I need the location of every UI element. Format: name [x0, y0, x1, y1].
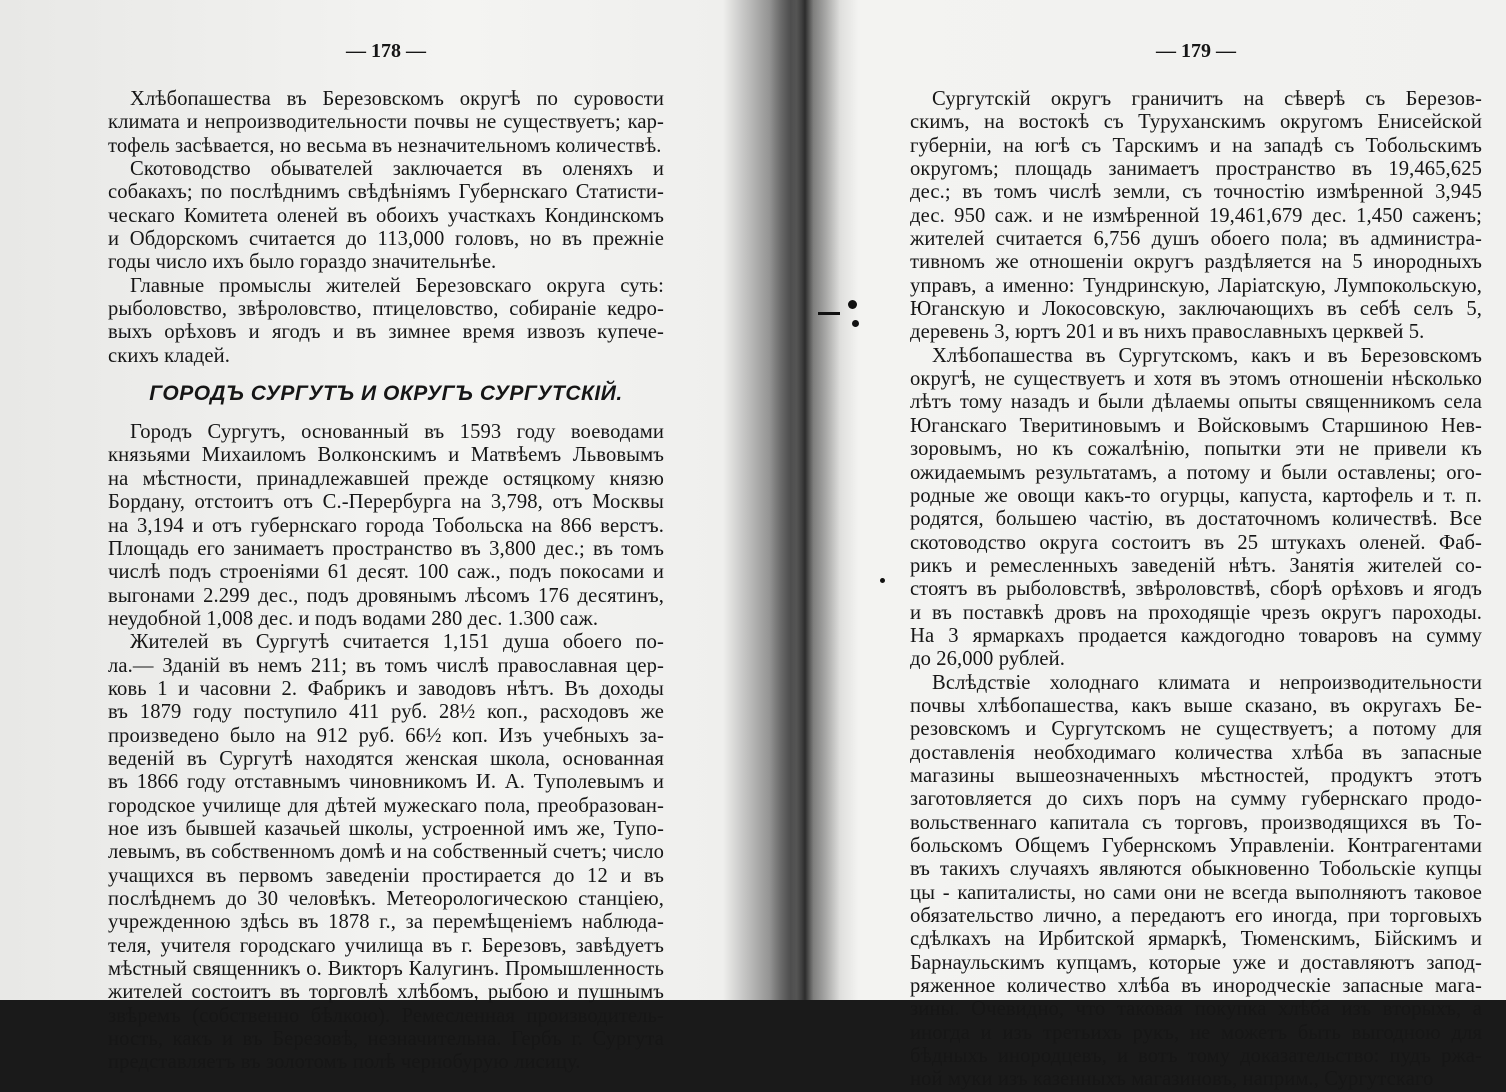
- text-line: Хлѣбопашества въ Сургутскомъ, какъ и въ Березовскомъ: [932, 344, 1482, 367]
- text-line: родятся, большею частію, въ достаточномъ количествѣ. Все: [910, 508, 1482, 531]
- ink-mark: [848, 300, 857, 309]
- text-line: доставленія необходимаго количества хлѣба въ запасные: [910, 741, 1482, 764]
- text-line: лѣтъ тому назадъ и были дѣлаемы опыты священникомъ села: [910, 391, 1482, 414]
- text-line: магазины вышеозначенныхъ мѣстностей, продуктъ этотъ: [910, 764, 1482, 787]
- text-line: произведено было на 912 руб. 66½ коп. Изъ учебныхъ за-: [108, 724, 664, 747]
- paragraph: [910, 672, 1482, 1092]
- text-line: больскомъ Общемъ Губернскомъ Управленіи. Контрагентами: [910, 835, 1482, 857]
- text-line: резовскомъ и Сургутскомъ не существуетъ; а потому для: [910, 718, 1482, 741]
- ink-mark: [880, 578, 885, 583]
- text-line: Скотоводство обывателей заключается въ оленяхъ и: [130, 158, 664, 181]
- text-line: скимъ, на востокѣ съ Туруханскимъ округомъ Енисейской: [910, 111, 1482, 134]
- text-line: теля, учителя городскаго училища въ г. Березовъ, завѣдуетъ: [108, 934, 664, 957]
- text-line: веденій въ Сургутѣ находятся женская школа, основанная: [108, 747, 664, 770]
- text-line: Площадь его занимаетъ пространство въ 3,800 дес.; въ томъ: [108, 537, 664, 560]
- text-line: климата и непроизводительности почвы не существуетъ; кар-: [108, 111, 664, 134]
- text-line: вольственнаго капитала съ торговъ, производящихся въ То-: [910, 811, 1482, 834]
- text-line: въ 1866 году отставнымъ чиновникомъ И. А. Туполевымъ и: [108, 771, 664, 794]
- text-line: жителей состоитъ въ торговлѣ хлѣбомъ, рыбою и пушнымъ: [108, 981, 664, 1004]
- text-line: ное изъ бывшей казачьей школы, устроенной имъ же, Тупо-: [108, 817, 664, 840]
- text-line: городское училище для дѣтей мужескаго пола, преобразован-: [108, 794, 664, 817]
- text-line: Главные промыслы жителей Березовскаго округа суть:: [130, 274, 664, 297]
- text-line: рикъ и ремесленныхъ заведеній нѣтъ. Занятія жителей со-: [910, 554, 1482, 577]
- text-line: мѣстный священникъ о. Викторъ Калугинъ. Промышленность: [108, 958, 664, 981]
- text-line: на мѣстности, принадлежавшей прежде остяцкому князю: [108, 467, 664, 490]
- text-line: дес. 950 саж. и не измѣренной 19,461,679 дес. 1,450 саженъ;: [910, 204, 1482, 227]
- left-page-text: [108, 88, 664, 1075]
- text-line: годы число ихъ было гораздо значительнѣе.: [108, 251, 497, 274]
- text-line: почвы хлѣбопашества, какъ выше сказано, въ округахъ Бе-: [910, 694, 1482, 717]
- text-line: обязательство лично, а передаютъ его иногда, при торговыхъ: [910, 905, 1482, 928]
- paragraph: [108, 421, 664, 631]
- text-line: ной муки изъ казенныхъ магазиновъ, наприм., Сургутскаго: [910, 1068, 1434, 1091]
- ink-mark: [852, 320, 859, 327]
- text-line: тивномъ же отношеніи округъ раздѣляется на 5 инородныхъ: [910, 251, 1482, 274]
- text-line: дес.; въ томъ числѣ земли, съ точностію измѣренной 3,945: [910, 181, 1482, 204]
- text-line: неудобной 1,008 дес. и подъ водами 280 дес. 1.300 саж.: [108, 607, 599, 630]
- text-line: жителей считается 6,756 душъ обоего пола; въ администра-: [910, 228, 1482, 251]
- text-line: ла.— Зданій въ немъ 211; въ томъ числѣ православная цер-: [108, 654, 664, 677]
- text-line: звѣремъ (собственно бѣлкою). Ремесленная производитель-: [108, 1004, 664, 1027]
- text-line: скихъ кладей.: [108, 344, 230, 367]
- paragraph: [108, 88, 664, 158]
- text-line: Юганскую и Локосовскую, заключающихъ въ себѣ селъ 5,: [910, 298, 1482, 321]
- text-line: родные же овощи какъ-то огурцы, капуста, картофель и т. п.: [910, 484, 1482, 507]
- text-line: левымъ, въ собственномъ домѣ и на собственный счетъ; число: [108, 841, 664, 864]
- paragraph: [910, 345, 1482, 672]
- text-line: губерніи, на югѣ съ Тарскимъ и на западѣ съ Тобольскимъ: [910, 134, 1482, 157]
- text-line: учащихся въ первомъ заведеніи простирается до 12 и въ: [108, 864, 664, 887]
- book-gutter: [770, 0, 840, 1000]
- text-line: учрежденною здѣсь въ 1878 г., за перемѣщеніемъ наблюда-: [108, 911, 664, 934]
- text-line: въ такихъ случаяхъ являются обыкновенно Тобольскіе купцы: [910, 858, 1482, 881]
- text-line: На 3 ярмаркахъ продается каждогодно товаровъ на сумму: [910, 624, 1482, 647]
- text-line: иногда и изъ третьихъ рукъ, не можетъ быть выгодною для: [910, 1021, 1482, 1044]
- text-line: Сургутскій округъ граничитъ на сѣверѣ съ Березов-: [932, 88, 1482, 110]
- text-line: рыболовство, звѣроловство, птицеловство, собираніе кедро-: [108, 298, 664, 321]
- text-line: въ 1879 году поступило 411 руб. 28½ коп., расходовъ же: [108, 701, 664, 724]
- text-line: тофель засѣвается, но весьма въ незначительномъ количествѣ.: [108, 134, 662, 157]
- text-line: ожидаемымъ результатамъ, а потому и были оставлены; ого-: [910, 461, 1482, 484]
- left-page: [108, 0, 664, 1074]
- text-line: зоровымъ, но къ сожалѣнію, попытки эти не привели къ: [910, 438, 1482, 461]
- text-line: и Обдорскомъ считается до 113,000 головъ, но въ прежніе: [108, 228, 664, 251]
- text-line: и въ поставкѣ дровъ на проходящіе чрезъ округъ пароходы.: [910, 601, 1482, 624]
- paragraph: [108, 631, 664, 1075]
- right-page: [910, 0, 1482, 1091]
- text-line: Бордану, отстоитъ отъ С.-Перербурга на 3,798, отъ Москвы: [108, 491, 664, 514]
- text-line: заготовляется до сихъ поръ на сумму губернскаго продо-: [910, 788, 1482, 811]
- text-line: числѣ подъ строеніями 61 десят. 100 саж., подъ покосами и: [108, 561, 664, 584]
- section-heading: ГОРОДЪ СУРГУТЪ И ОКРУГЪ СУРГУТСКІЙ.: [149, 382, 623, 406]
- text-line: зины. Очевидно, что таковая покупка хлѣба изъ вторыхъ, а: [910, 998, 1482, 1021]
- right-page-text: [910, 88, 1482, 1092]
- text-line: собакахъ; по послѣднимъ свѣдѣніямъ Губернскаго Статисти-: [108, 181, 664, 204]
- text-line: представляетъ въ золотомъ полѣ чернобурую лисицу.: [108, 1051, 581, 1074]
- text-line: ряженное количество хлѣба въ инородческіе запасные мага-: [910, 975, 1482, 998]
- text-line: округѣ, не существуетъ и хотя въ этомъ отношеніи нѣсколько: [910, 368, 1482, 391]
- text-line: выгонами 2.299 дес., подъ дровянымъ лѣсомъ 176 десятинъ,: [108, 584, 664, 607]
- text-line: на 3,194 и отъ губернскаго города Тобольска на 866 верстъ.: [108, 514, 664, 537]
- text-line: Барнаульскимъ купцамъ, которые уже и доставляютъ запод-: [910, 951, 1482, 974]
- text-line: князьями Михаиломъ Волконскимъ и Матвѣемъ Львовымъ: [108, 444, 664, 467]
- text-line: цы - капиталисты, но сами они не всегда выполняютъ таковое: [910, 881, 1482, 904]
- text-line: до 26,000 рублей.: [910, 648, 1066, 671]
- text-line: ковь 1 и часовни 2. Фабрикъ и заводовъ нѣтъ. Въ доходы: [108, 677, 664, 700]
- page-number-right: — 179 —: [1156, 40, 1236, 62]
- text-line: Городъ Сургутъ, основанный въ 1593 году воеводами: [130, 421, 664, 444]
- paragraph: [108, 275, 664, 368]
- text-line: послѣднемъ до 30 человѣкъ. Метеорологическою станціею,: [108, 888, 664, 910]
- text-line: управъ, а именно: Тундринскую, Ларіатскую, Лумпокольскую,: [910, 274, 1482, 297]
- text-line: деревень 3, юртъ 201 и въ нихъ православныхъ церквей 5.: [910, 321, 1425, 344]
- text-line: округомъ; площадь занимаетъ пространство въ 19,465,625: [910, 158, 1482, 181]
- text-line: ческаго Комитета оленей въ обоихъ участкахъ Кондинскомъ: [108, 204, 664, 227]
- paragraph: [910, 88, 1482, 345]
- text-line: Жителей въ Сургутѣ считается 1,151 душа обоего по-: [130, 631, 664, 654]
- text-line: сдѣлкахъ на Ирбитской ярмаркѣ, Тюменскимъ, Бійскимъ и: [910, 928, 1482, 951]
- text-line: Юганскаго Тверитиновымъ и Войсковымъ Старшиною Нев-: [910, 414, 1482, 437]
- text-line: бѣдныхъ инородцевъ, и вотъ тому доказательство: пудъ ржа-: [910, 1045, 1482, 1068]
- text-line: стоятъ въ рыболовствѣ, звѣроловствѣ, сборѣ орѣховъ и ягодъ: [910, 578, 1482, 601]
- page-number-left: — 178 —: [346, 40, 426, 62]
- text-line: Хлѣбопашества въ Березовскомъ округѣ по суровости: [130, 88, 664, 110]
- paragraph: [108, 158, 664, 275]
- text-line: Вслѣдствіе холоднаго климата и непроизводительности: [932, 671, 1482, 694]
- text-line: ность, какъ и въ Березовѣ, незначительна. Гербъ г. Сургута: [108, 1028, 664, 1051]
- text-line: выхъ орѣховъ и ягодъ и въ зимнее время извозъ купече-: [108, 321, 664, 344]
- text-line: скотоводство округа состоитъ въ 25 штукахъ оленей. Фаб-: [910, 531, 1482, 554]
- ink-mark: [818, 312, 840, 315]
